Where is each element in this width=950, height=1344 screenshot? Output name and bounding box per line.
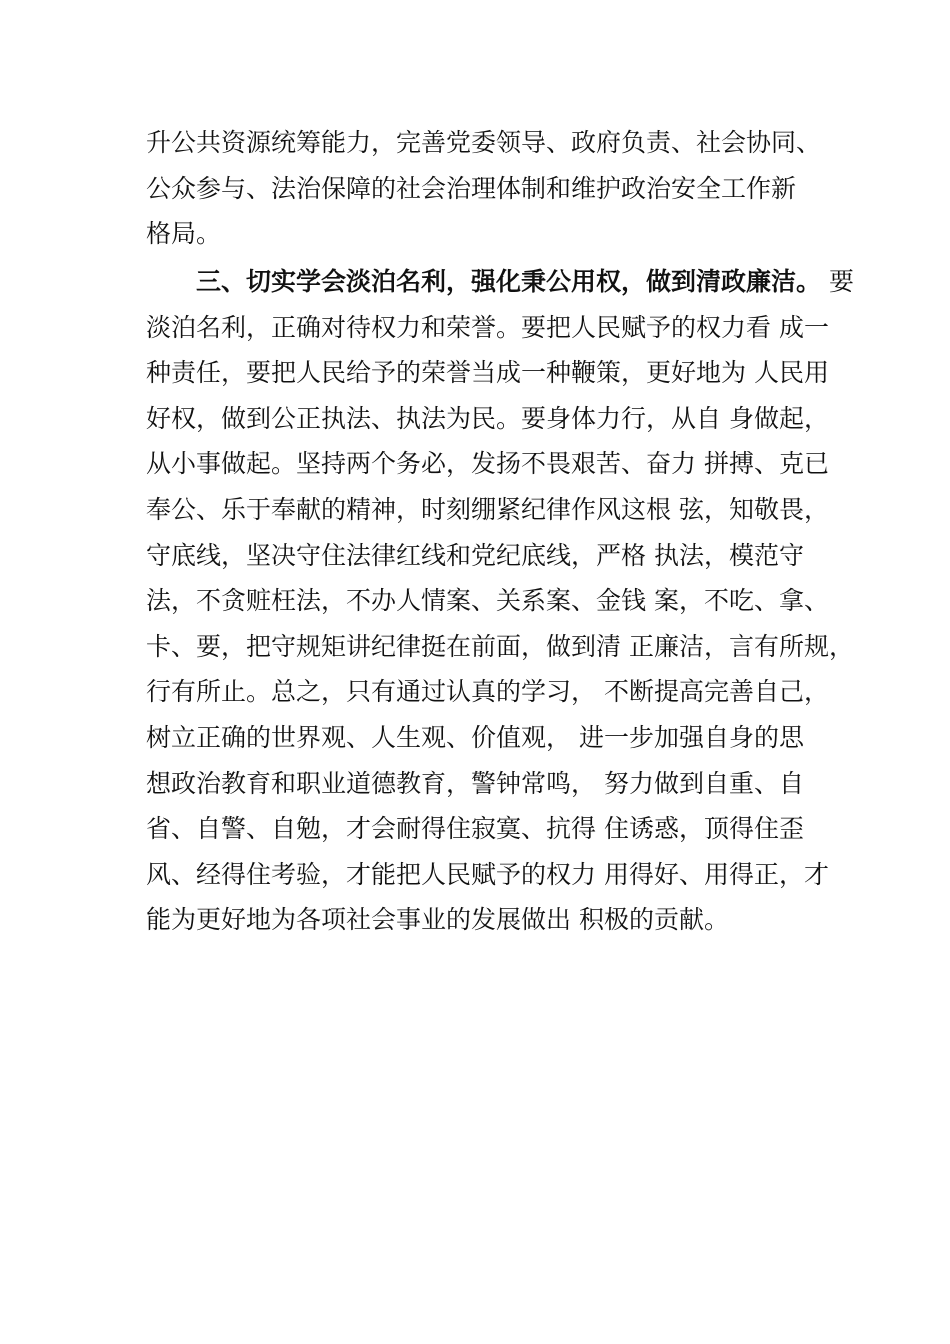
text-line: 守底线，坚决守住法律红线和党纪底线，严格 执法，模范守 (146, 540, 804, 570)
text-line: 升公共资源统筹能力，完善党委领导、政府负责、社会协同、 (146, 128, 822, 157)
text-line: 淡泊名利，正确对待权力和荣誉。要把人民赋予的权力看 成一 (146, 312, 829, 342)
text-line: 风、经得住考验，才能把人民赋予的权力 用得好、用得正，才 (146, 859, 829, 889)
text-line: 从小事做起。坚持两个务必，发扬不畏艰苦、奋力 拼搏、克已 (146, 449, 829, 479)
text-line: 行有所止。总之，只有通过认真的学习， 不断提高完善自己， (146, 677, 829, 707)
text-line: 种责任，要把人民给予的荣誉当成一种鞭策，更好地为 人民用 (146, 358, 829, 388)
section-heading: 三、切实学会淡泊名利，强化秉公用权，做到清政廉洁。 (196, 267, 822, 296)
text-line: 卡、要，把守规矩讲纪律挺在前面，做到清 正廉洁，言有所规， (146, 631, 854, 661)
text-line: 法，不贪赃枉法，不办人情案、关系案、金钱 案，不吃、拿、 (146, 586, 829, 616)
heading-tail-text: 要 (821, 267, 854, 296)
paragraph-section-three (146, 259, 866, 943)
text-line: 树立正确的世界观、人生观、价值观， 进一步加强自身的思 (146, 722, 804, 752)
text-line: 省、自警、自勉，才会耐得住寂寞、抗得 住诱惑，顶得住歪 (146, 814, 804, 844)
text-line: 能为更好地为各项社会事业的发展做出 积极的贡献。 (146, 905, 729, 935)
text-line: 奉公、乐于奉献的精神，时刻绷紧纪律作风这根 弦，知敬畏， (146, 494, 829, 524)
section-heading-line (146, 259, 866, 305)
paragraph-continuation (146, 120, 866, 257)
text-line: 公众参与、法治保障的社会治理体制和维护政治安全工作新 (146, 173, 797, 203)
text-line: 想政治教育和职业道德教育，警钟常鸣， 努力做到自重、自 (146, 768, 804, 798)
text-line: 格局。 (146, 219, 222, 249)
text-line: 好权，做到公正执法、执法为民。要身体力行，从自 身做起， (146, 403, 829, 433)
